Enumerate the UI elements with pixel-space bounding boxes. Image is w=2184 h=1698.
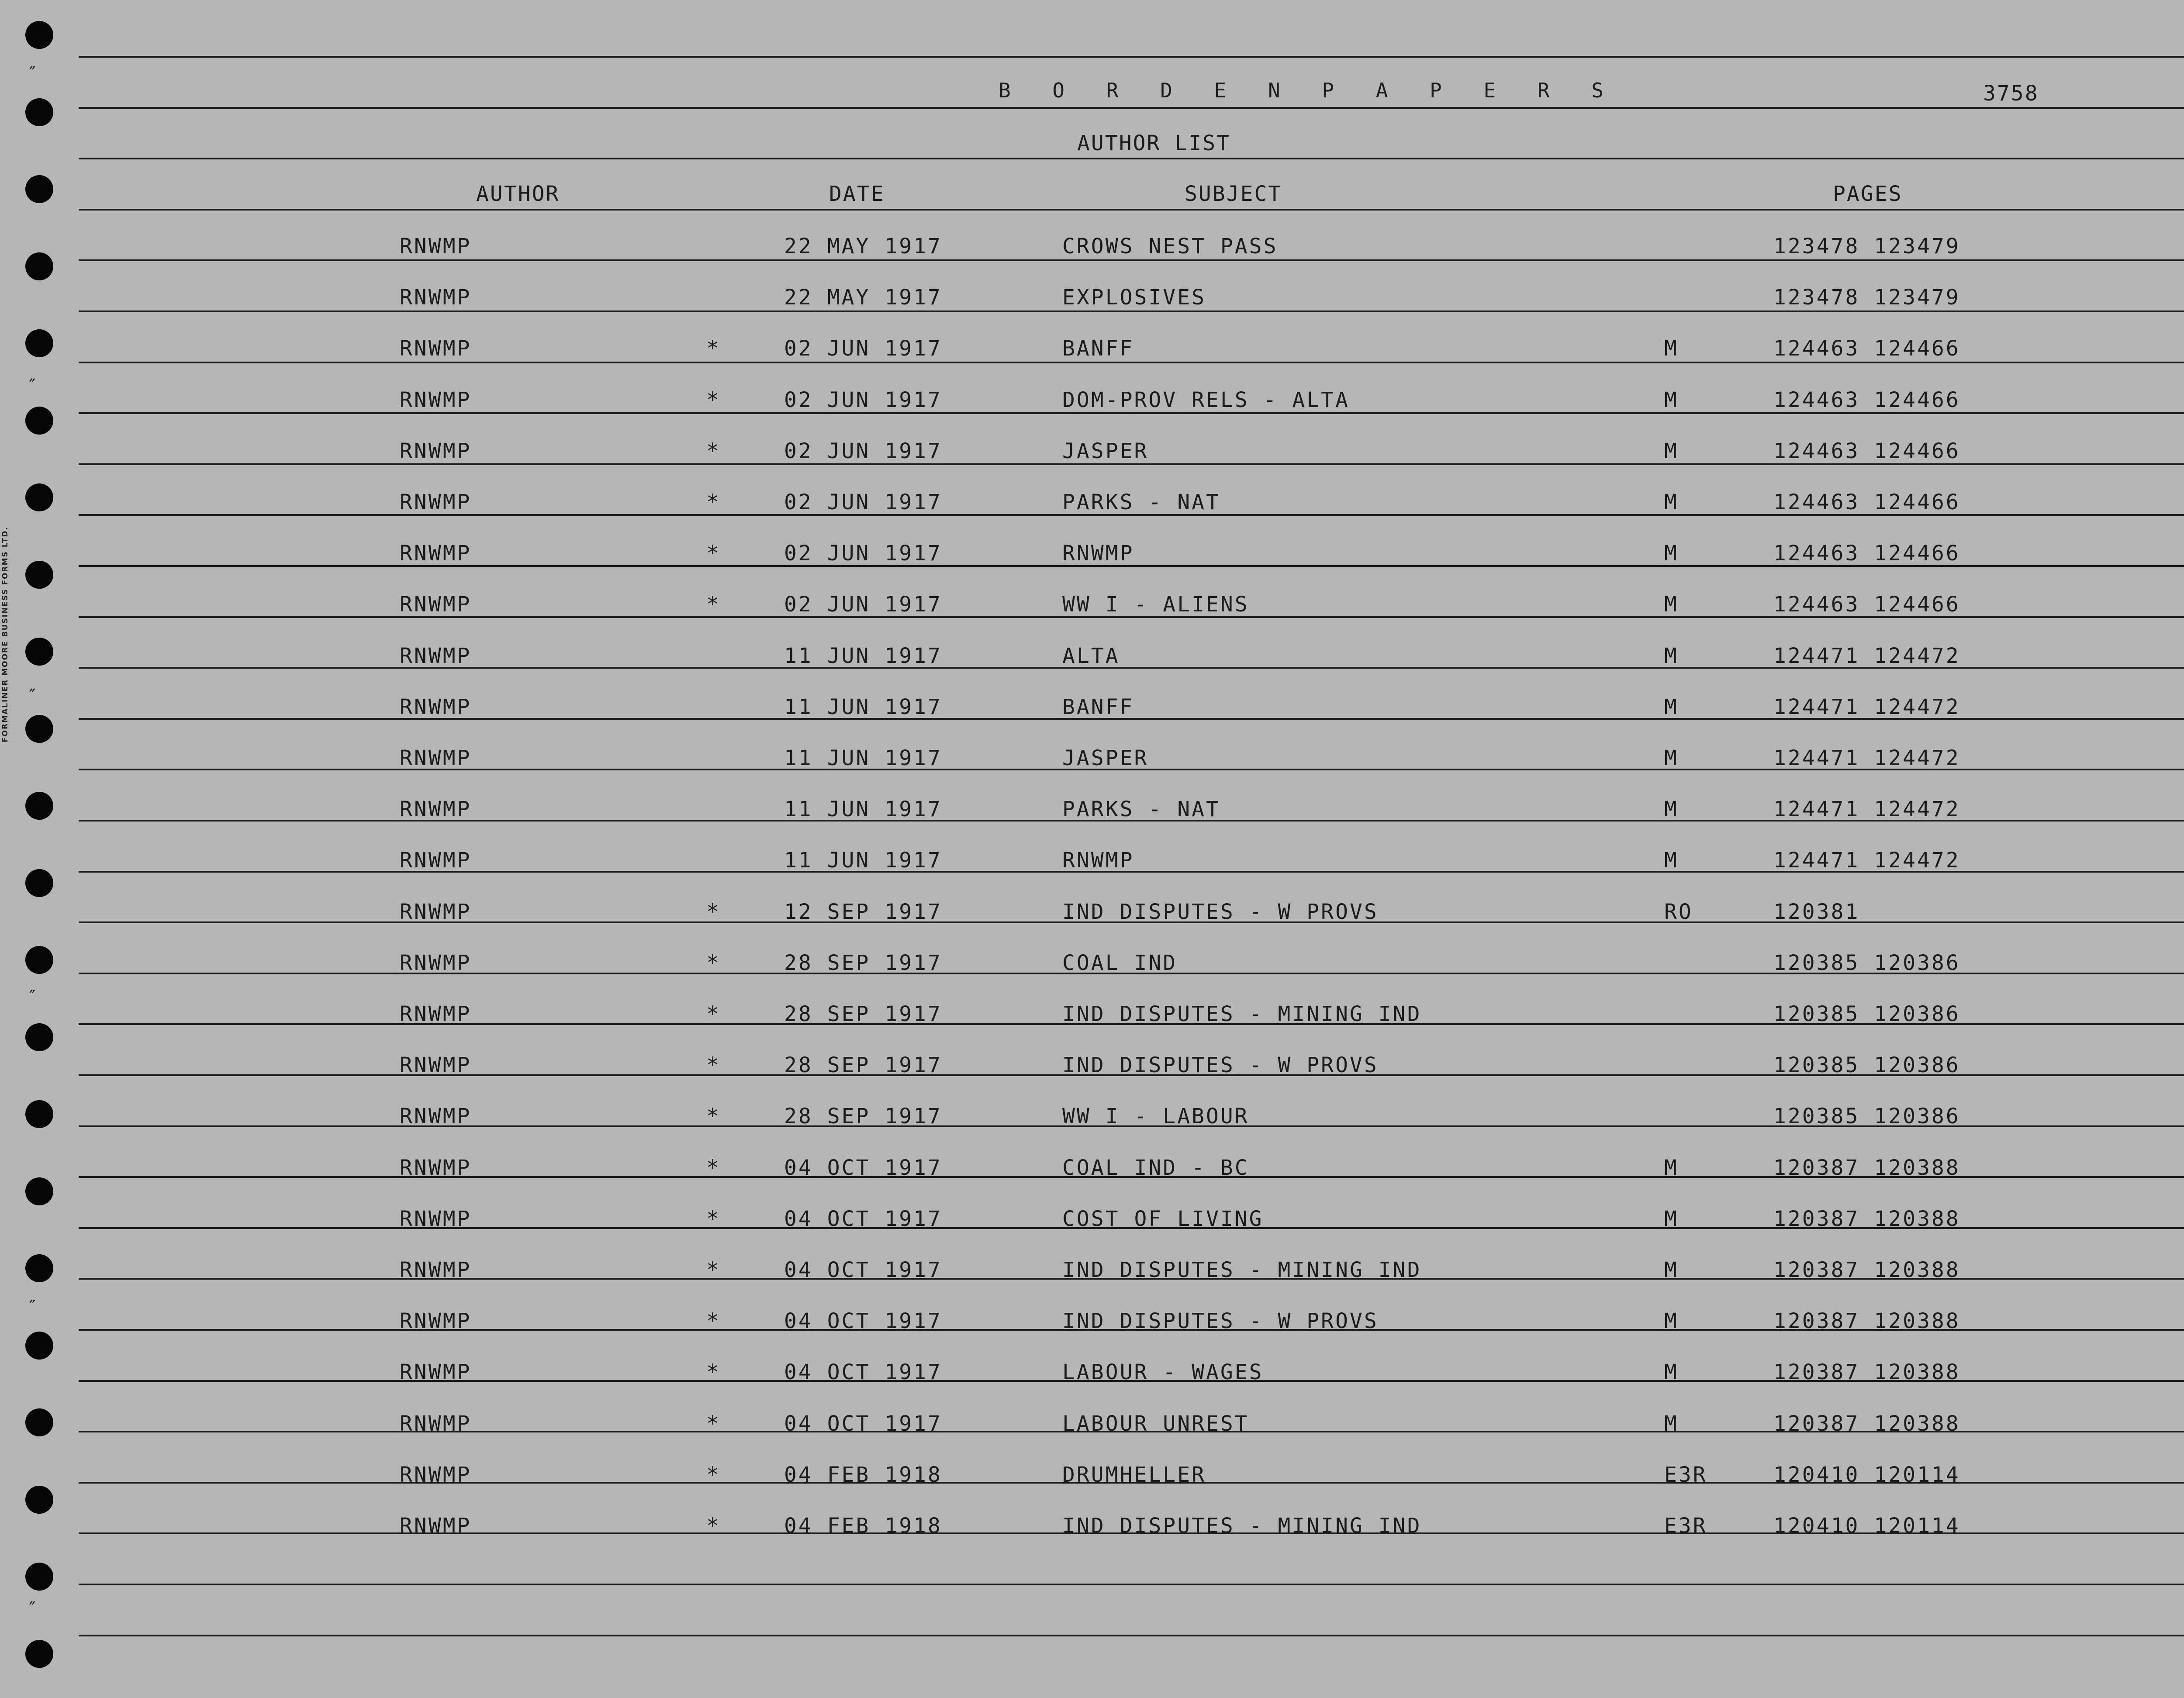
author-cell: RNWMP [400,1206,472,1231]
pages-cell: 120410 120114 [1773,1462,1960,1487]
author-cell: RNWMP [400,541,472,566]
date-cell: 02 JUN 1917 [784,592,942,617]
perforation-mark: ″ [27,686,38,706]
code-cell: M [1664,541,1679,566]
subject-cell: RNWMP [1062,541,1134,566]
flag-cell: * [706,438,721,463]
code-cell: M [1664,1411,1679,1436]
flag-cell: * [706,1360,721,1385]
perforation-mark: ″ [27,1297,38,1317]
table-row [0,1258,2184,1284]
code-cell: M [1664,694,1679,719]
table-row [0,1207,2184,1233]
pages-cell: 123478 123479 [1773,234,1960,259]
author-cell: RNWMP [400,387,472,412]
pages-cell: 120385 120386 [1773,1104,1960,1129]
flag-cell: * [706,541,721,566]
table-row [0,1463,2184,1489]
code-cell: M [1664,746,1679,770]
perforation-mark: ″ [27,63,38,83]
ruled-line [79,1584,2184,1585]
date-cell: 11 JUN 1917 [784,746,942,770]
table-row [0,439,2184,465]
code-cell: M [1664,797,1679,822]
author-cell: RNWMP [400,285,472,310]
flag-cell: * [706,1514,721,1538]
date-cell: 22 MAY 1917 [784,285,942,310]
date-cell: 02 JUN 1917 [784,541,942,566]
pages-cell: 120387 120388 [1773,1258,1960,1282]
subject-cell: COST OF LIVING [1062,1206,1264,1231]
subject-cell: PARKS - NAT [1062,490,1220,514]
sprocket-hole [25,175,53,203]
pages-cell: 124463 124466 [1773,541,1960,566]
date-cell: 04 FEB 1918 [784,1514,942,1538]
ruled-line [79,1635,2184,1636]
author-cell: RNWMP [400,1155,472,1180]
author-cell: RNWMP [400,1104,472,1129]
table-row [0,1104,2184,1130]
table-row [0,1360,2184,1386]
flag-cell: * [706,1104,721,1129]
date-cell: 11 JUN 1917 [784,643,942,668]
table-row [0,541,2184,567]
page-number: 3758 [1983,81,2039,106]
subject-cell: COAL IND [1062,950,1178,975]
pages-cell: 124463 124466 [1773,387,1960,412]
date-cell: 02 JUN 1917 [784,336,942,361]
flag-cell: * [706,1411,721,1436]
table-row [0,336,2184,362]
author-cell: RNWMP [400,234,472,259]
author-cell: RNWMP [400,848,472,873]
column-header-subject: SUBJECT [1185,182,1282,206]
subject-cell: IND DISPUTES - W PROVS [1062,1053,1379,1078]
date-cell: 02 JUN 1917 [784,490,942,514]
flag-cell: * [706,1206,721,1231]
date-cell: 04 FEB 1918 [784,1462,942,1487]
subject-cell: EXPLOSIVES [1062,285,1206,310]
pages-cell: 124463 124466 [1773,438,1960,463]
flag-cell: * [706,1053,721,1078]
subject-cell: JASPER [1062,438,1149,463]
table-row [0,234,2184,260]
date-cell: 04 OCT 1917 [784,1309,942,1334]
code-cell: M [1664,387,1679,412]
subject-cell: WW I - ALIENS [1062,592,1249,617]
perforation-mark: ″ [27,376,38,396]
subject-cell: PARKS - NAT [1062,797,1220,822]
table-row [0,951,2184,977]
subject-cell: IND DISPUTES - W PROVS [1062,1309,1379,1334]
subject-cell: COAL IND - BC [1062,1155,1249,1180]
table-row [0,1053,2184,1079]
table-row [0,695,2184,721]
code-cell: E3R [1664,1514,1707,1538]
code-cell: M [1664,1155,1679,1180]
code-cell: M [1664,438,1679,463]
flag-cell: * [706,592,721,617]
date-cell: 04 OCT 1917 [784,1411,942,1436]
subject-cell: IND DISPUTES - MINING IND [1062,1514,1422,1538]
pages-cell: 120387 120388 [1773,1155,1960,1180]
author-cell: RNWMP [400,643,472,668]
author-cell: RNWMP [400,592,472,617]
code-cell: M [1664,848,1679,873]
date-cell: 11 JUN 1917 [784,848,942,873]
author-cell: RNWMP [400,797,472,822]
subject-cell: RNWMP [1062,848,1134,873]
date-cell: 04 OCT 1917 [784,1360,942,1385]
code-cell: E3R [1664,1462,1707,1487]
column-header-author: AUTHOR [476,182,560,206]
date-cell: 02 JUN 1917 [784,387,942,412]
date-cell: 11 JUN 1917 [784,694,942,719]
form-imprint: FORMALINER MOORE BUSINESS FORMS LTD. [1,526,10,742]
author-cell: RNWMP [400,1411,472,1436]
pages-cell: 120385 120386 [1773,1053,1960,1078]
code-cell: M [1664,1360,1679,1385]
column-header-pages: PAGES [1833,182,1903,206]
flag-cell: * [706,490,721,514]
table-row [0,644,2184,670]
date-cell: 11 JUN 1917 [784,797,942,822]
subject-cell: BANFF [1062,694,1134,719]
pages-cell: 120387 120388 [1773,1360,1960,1385]
author-cell: RNWMP [400,1309,472,1334]
date-cell: 28 SEP 1917 [784,1104,942,1129]
author-cell: RNWMP [400,336,472,361]
author-cell: RNWMP [400,694,472,719]
date-cell: 04 OCT 1917 [784,1258,942,1282]
flag-cell: * [706,1155,721,1180]
document-title: B O R D E N P A P E R S [999,79,1618,102]
table-row [0,285,2184,311]
pages-cell: 120385 120386 [1773,950,1960,975]
code-cell: M [1664,643,1679,668]
pages-cell: 124463 124466 [1773,336,1960,361]
subject-cell: DOM-PROV RELS - ALTA [1062,387,1350,412]
subject-cell: CROWS NEST PASS [1062,234,1278,259]
pages-cell: 123478 123479 [1773,285,1960,310]
subject-cell: WW I - LABOUR [1062,1104,1249,1129]
author-cell: RNWMP [400,746,472,770]
code-cell: M [1664,592,1679,617]
pages-cell: 120385 120386 [1773,1002,1960,1026]
author-cell: RNWMP [400,1360,472,1385]
code-cell: M [1664,1206,1679,1231]
table-row [0,1514,2184,1540]
author-cell: RNWMP [400,899,472,924]
subject-cell: ALTA [1062,643,1120,668]
sprocket-hole [25,1640,53,1668]
table-row [0,1309,2184,1335]
flag-cell: * [706,387,721,412]
perforation-mark: ″ [27,987,38,1007]
pages-cell: 120387 120388 [1773,1309,1960,1334]
subject-cell: LABOUR UNREST [1062,1411,1249,1436]
flag-cell: * [706,1002,721,1026]
table-row [0,388,2184,414]
table-row [0,1412,2184,1438]
subject-cell: DRUMHELLER [1062,1462,1206,1487]
date-cell: 28 SEP 1917 [784,1053,942,1078]
subject-cell: IND DISPUTES - MINING IND [1062,1002,1422,1026]
perforation-mark: ″ [27,1598,38,1619]
author-cell: RNWMP [400,950,472,975]
pages-cell: 120387 120388 [1773,1411,1960,1436]
date-cell: 02 JUN 1917 [784,438,942,463]
author-cell: RNWMP [400,438,472,463]
pages-cell: 120387 120388 [1773,1206,1960,1231]
date-cell: 04 OCT 1917 [784,1155,942,1180]
author-cell: RNWMP [400,490,472,514]
ruled-line [79,107,2184,109]
table-row [0,848,2184,874]
sprocket-hole [25,21,53,49]
date-cell: 28 SEP 1917 [784,950,942,975]
pages-cell: 124471 124472 [1773,746,1960,770]
column-header-date: DATE [829,182,885,206]
flag-cell: * [706,336,721,361]
subject-cell: JASPER [1062,746,1149,770]
code-cell: M [1664,1258,1679,1282]
subject-cell: IND DISPUTES - MINING IND [1062,1258,1422,1282]
ruled-line [79,209,2184,211]
flag-cell: * [706,1309,721,1334]
table-row [0,1002,2184,1028]
pages-cell: 124463 124466 [1773,490,1960,514]
table-row [0,746,2184,772]
date-cell: 28 SEP 1917 [784,1002,942,1026]
author-cell: RNWMP [400,1053,472,1078]
date-cell: 04 OCT 1917 [784,1206,942,1231]
author-cell: RNWMP [400,1462,472,1487]
ruled-line [79,56,2184,58]
author-cell: RNWMP [400,1514,472,1538]
sprocket-hole [25,1486,53,1514]
pages-cell: 124471 124472 [1773,848,1960,873]
date-cell: 12 SEP 1917 [784,899,942,924]
flag-cell: * [706,950,721,975]
pages-cell: 124463 124466 [1773,592,1960,617]
sprocket-hole [25,98,53,126]
subject-cell: LABOUR - WAGES [1062,1360,1264,1385]
list-title: AUTHOR LIST [1077,131,1230,155]
author-cell: RNWMP [400,1258,472,1282]
author-cell: RNWMP [400,1002,472,1026]
pages-cell: 120410 120114 [1773,1514,1960,1538]
code-cell: RO [1664,899,1693,924]
sprocket-hole [25,1563,53,1591]
table-row [0,592,2184,618]
ruled-line [79,158,2184,159]
code-cell: M [1664,490,1679,514]
code-cell: M [1664,336,1679,361]
subject-cell: BANFF [1062,336,1134,361]
pages-cell: 124471 124472 [1773,643,1960,668]
subject-cell: IND DISPUTES - W PROVS [1062,899,1379,924]
table-row [0,900,2184,926]
sprocket-hole [25,1332,53,1360]
table-row [0,797,2184,823]
flag-cell: * [706,1258,721,1282]
table-row [0,1156,2184,1182]
pages-cell: 120381 [1773,899,1860,924]
flag-cell: * [706,1462,721,1487]
date-cell: 22 MAY 1917 [784,234,942,259]
pages-cell: 124471 124472 [1773,694,1960,719]
code-cell: M [1664,1309,1679,1334]
pages-cell: 124471 124472 [1773,797,1960,822]
table-row [0,490,2184,516]
flag-cell: * [706,899,721,924]
